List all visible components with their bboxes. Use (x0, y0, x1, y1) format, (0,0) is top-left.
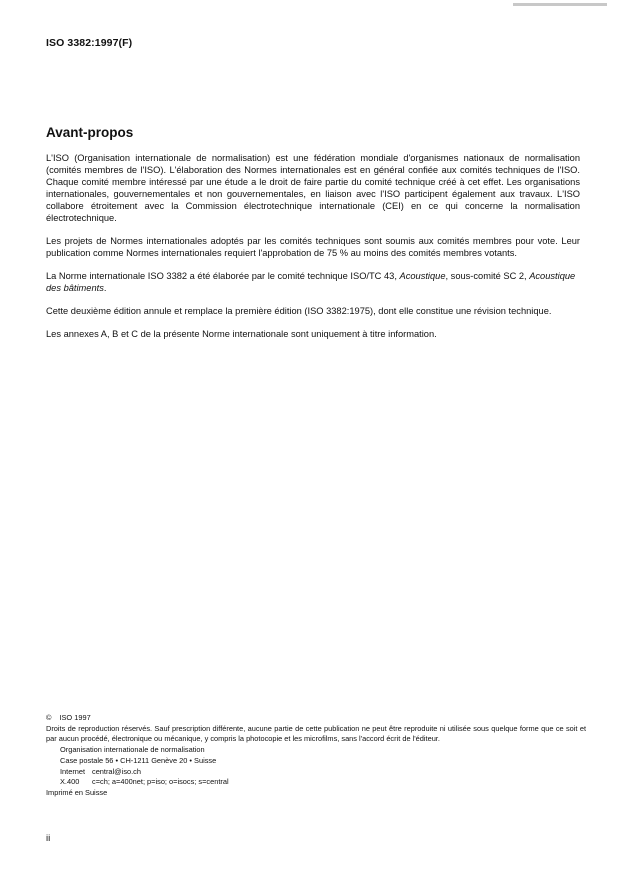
tc-acoustique: Acoustique (399, 271, 446, 281)
internet-row (60, 767, 586, 778)
paragraph-annexes: Les annexes A, B et C de la présente Norme internationale sont uniquement à titre information. (46, 329, 437, 339)
copyright-symbol: © (46, 713, 52, 722)
internet-label: Internet (60, 766, 86, 776)
foreword-body (46, 152, 580, 351)
paragraph-drafts: Les projets de Normes internationales adoptés par les comités techniques sont soumis aux comités membres pour vote. Leur publication comme Normes internationales requiert l'approbation de 75 % au moins des comités membres votants. (46, 236, 580, 258)
copyright-rights: Droits de reproduction réservés. Sauf prescription différente, aucune partie de cette publication ne peut être reproduite ni utilisée sous quelque forme que ce soit et par aucun procédé, électronique ou mécanique, y compris la photocopie et les microfilms, sans l'accord écrit de l'éditeur. (46, 723, 586, 744)
x400-value: c=ch; a=400net; p=iso; o=isocs; s=central (92, 777, 229, 787)
document-id: ISO 3382:1997(F) (46, 37, 133, 49)
organisation-name: Organisation internationale de normalisation (60, 745, 205, 755)
tc-text-after: . (103, 283, 107, 293)
x400-label: X.400 (60, 777, 80, 787)
tc-text-middle: , sous-comité SC 2, (445, 271, 530, 281)
paragraph-iso-description: L'ISO (Organisation internationale de normalisation) est une fédération mondiale d'organismes nationaux de normalisation (comités membres de l'ISO). L'élaboration des Normes internationales est en général confiée aux comités techniques de l'ISO. Chaque comité membre intéressé par une étude a le droit de faire partie du comité technique créé à cet effet. Les organisations internationales, gouvernementales et non gouvernementales, en liaison avec l'ISO participent également aux travaux. L'ISO collabore étroitement avec la Commission électrotechnique internationale (CEI) en ce qui concerne la normalisation électrotechnique. (46, 153, 580, 223)
copyright-line (46, 713, 586, 724)
page-number: ii (46, 833, 51, 844)
paragraph-edition: Cette deuxième édition annule et remplace la première édition (ISO 3382:1975), dont elle constitue une révision technique. (46, 306, 552, 316)
postal-address: Case postale 56 • CH-1211 Genève 20 • Suisse (60, 755, 217, 765)
printed-in: Imprimé en Suisse (46, 787, 108, 797)
paragraph-technical-committee (46, 270, 580, 294)
address-block (46, 745, 586, 788)
internet-value: central@iso.ch (92, 766, 141, 776)
top-rule (513, 3, 607, 6)
tc-acoustique-batiments: Acoustique des bâtiments (46, 271, 576, 293)
section-title: Avant-propos (46, 125, 134, 140)
tc-text-before: La Norme internationale ISO 3382 a été élaborée par le comité technique ISO/TC 43, (46, 271, 400, 281)
copyright-block (46, 713, 586, 799)
x400-row (60, 777, 586, 788)
copyright-year: ISO 1997 (59, 713, 91, 722)
